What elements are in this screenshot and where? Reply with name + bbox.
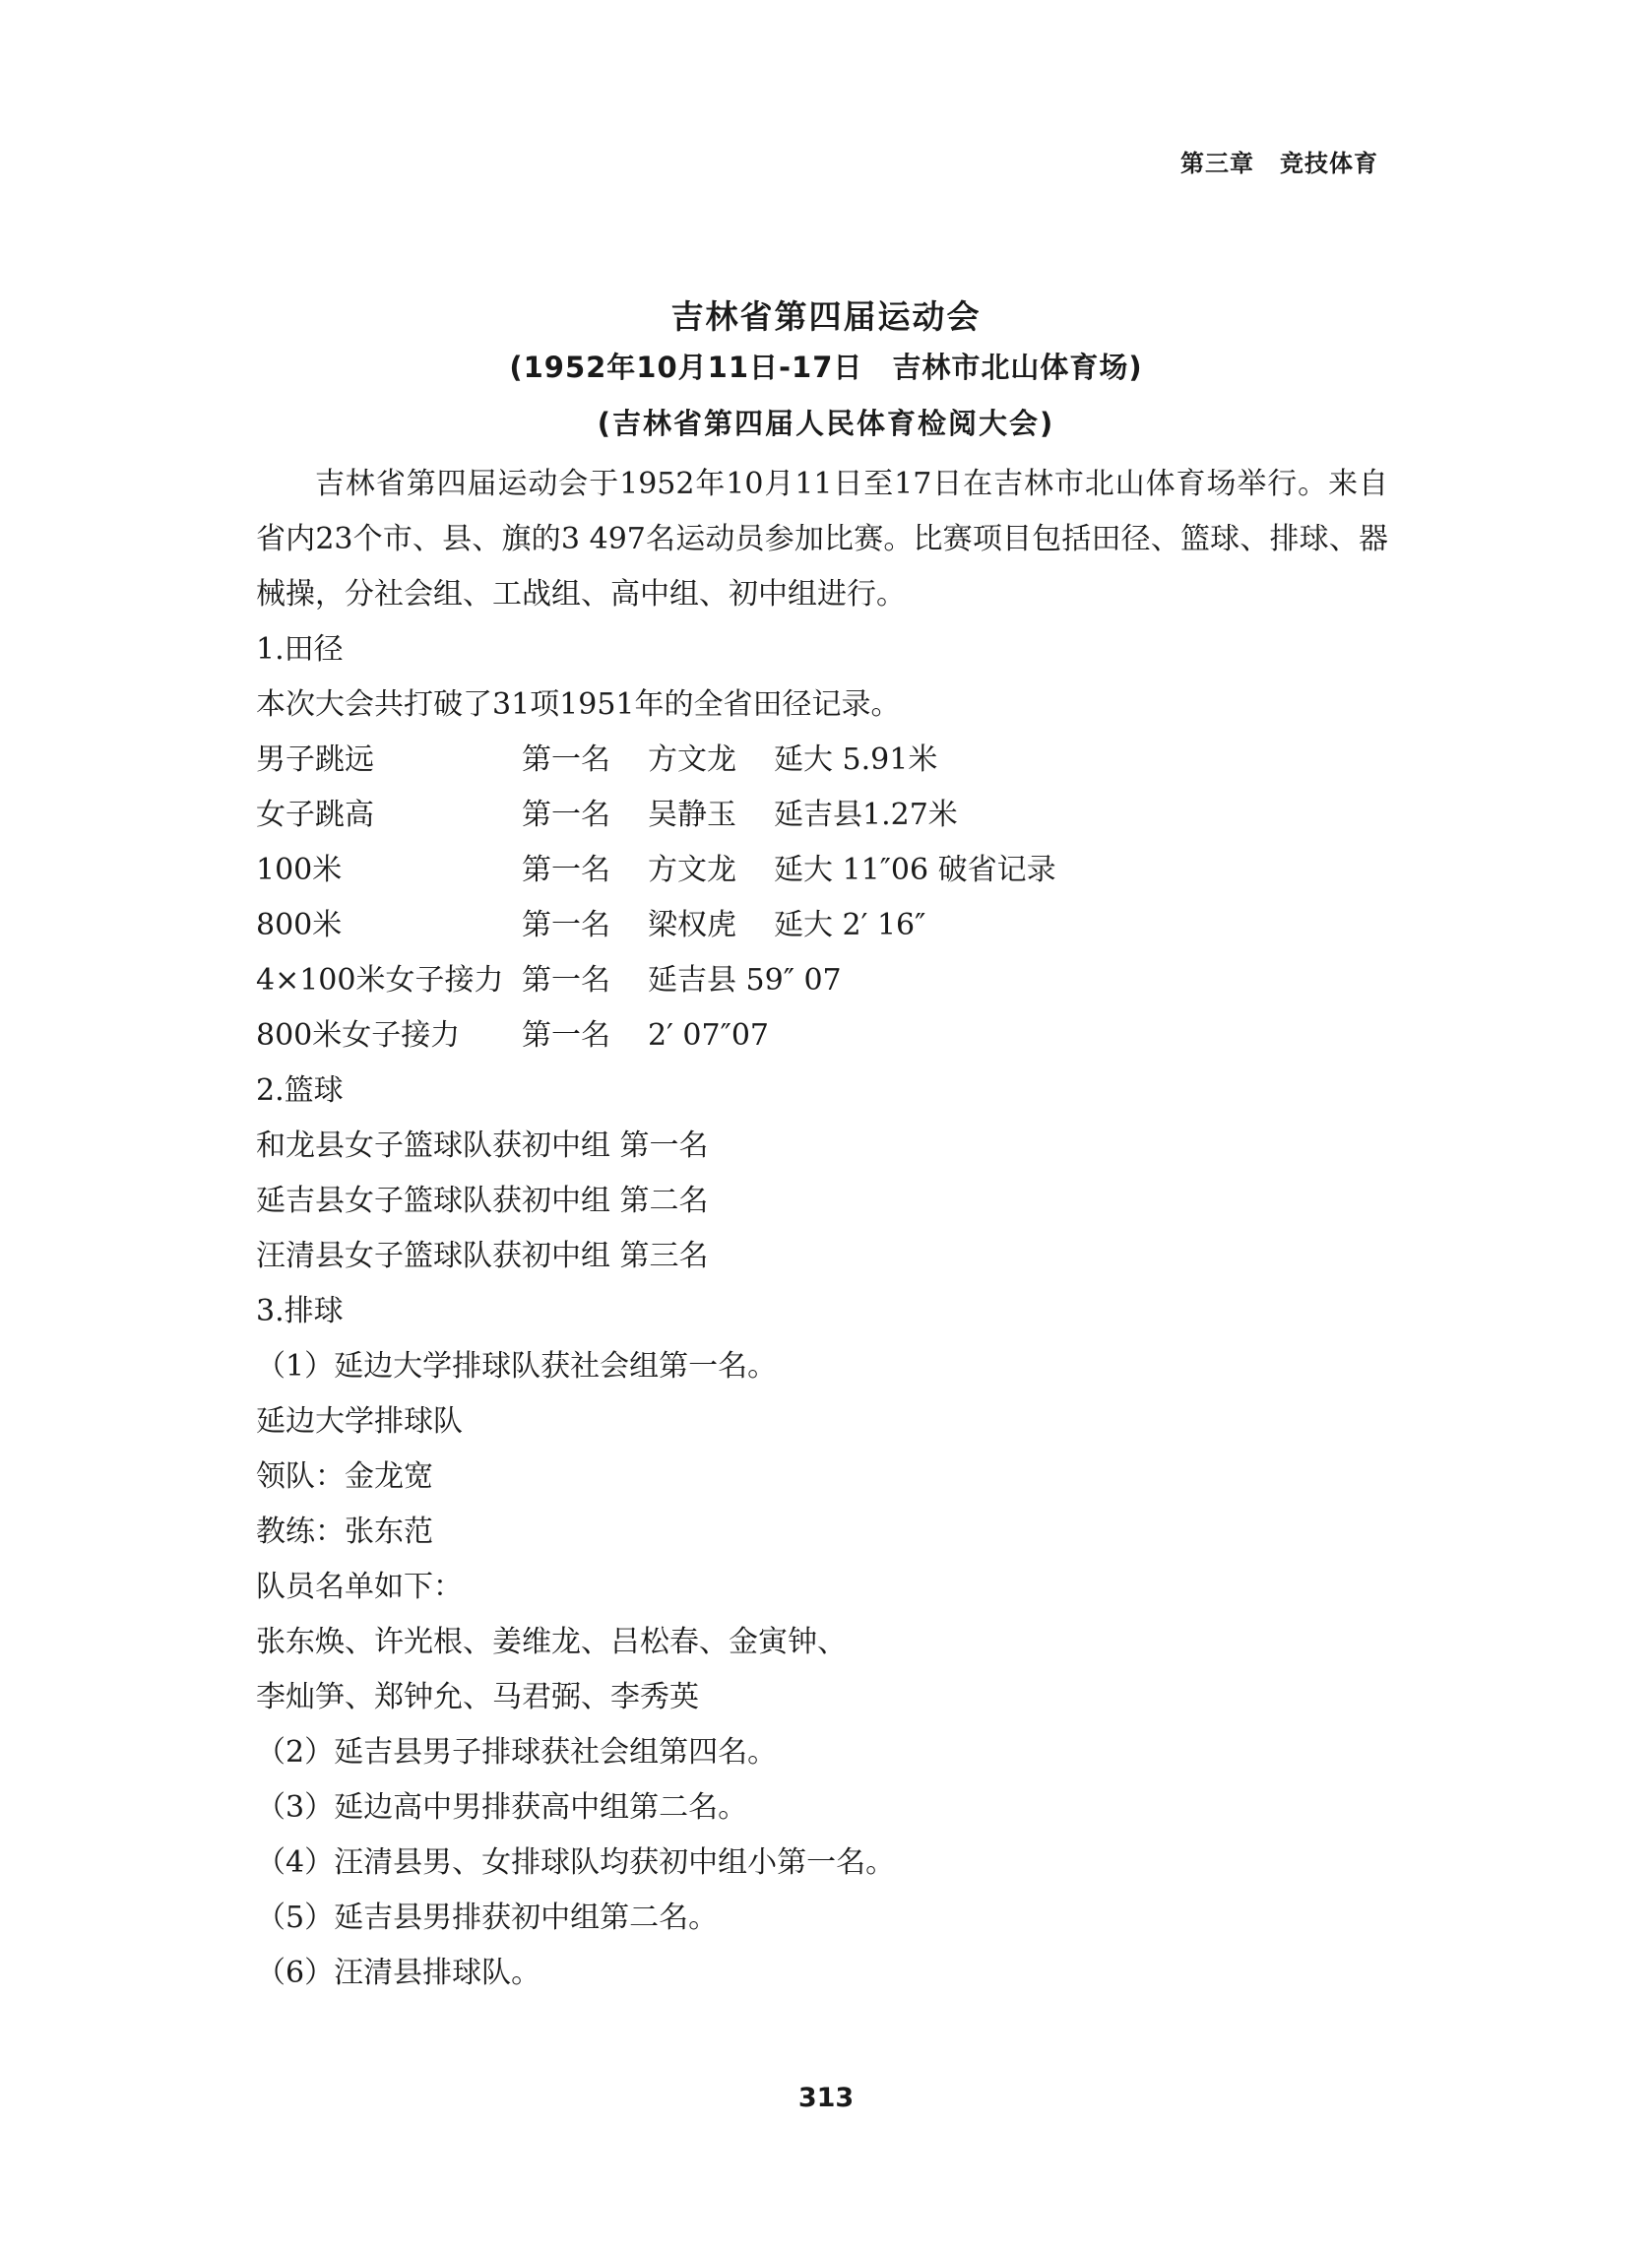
track-summary: 本次大会共打破了31项1951年的全省田径记录。 bbox=[256, 687, 901, 722]
record-athlete: 吴静玉 bbox=[648, 798, 736, 832]
page-subtitle-alt-name: (吉林省第四届人民体育检阅大会) bbox=[597, 407, 1055, 440]
record-detail: 延大 11″06 破省记录 bbox=[774, 853, 1056, 887]
record-row bbox=[256, 953, 1388, 1008]
volleyball-item: （2）延吉县男子排球获社会组第四名。 bbox=[256, 1735, 778, 1770]
basketball-result: 延吉县女子篮球队获初中组 第二名 bbox=[256, 1184, 709, 1218]
record-athlete: 梁权虎 bbox=[648, 908, 736, 942]
record-event: 800米女子接力 bbox=[256, 1018, 461, 1053]
record-detail: 延大 5.91米 bbox=[774, 742, 938, 777]
basketball-result: 和龙县女子篮球队获初中组 第一名 bbox=[256, 1128, 709, 1163]
page-title: 吉林省第四届运动会 bbox=[670, 297, 982, 336]
volleyball-roster-label: 队员名单如下： bbox=[256, 1570, 463, 1604]
record-event: 4×100米女子接力 bbox=[256, 963, 504, 998]
volleyball-roster: 张东焕、许光根、姜维龙、吕松春、金寅钟、 bbox=[256, 1625, 847, 1659]
track-heading: 1.田径 bbox=[256, 632, 344, 667]
page-number: 313 bbox=[797, 2083, 855, 2113]
basketball-result: 汪清县女子篮球队获初中组 第三名 bbox=[256, 1239, 709, 1273]
chapter-label: 第三章 bbox=[1180, 150, 1254, 177]
record-row bbox=[256, 1008, 1388, 1064]
record-row bbox=[256, 733, 1388, 788]
record-event: 女子跳高 bbox=[256, 798, 374, 832]
record-rank: 第一名 bbox=[522, 908, 610, 942]
basketball-heading: 2.篮球 bbox=[256, 1073, 344, 1108]
volleyball-item: （4）汪清县男、女排球队均获初中组小第一名。 bbox=[256, 1845, 896, 1880]
volleyball-item: （3）延边高中男排获高中组第二名。 bbox=[256, 1790, 748, 1825]
volleyball-team-name: 延边大学排球队 bbox=[256, 1404, 463, 1439]
record-rank: 第一名 bbox=[522, 798, 610, 832]
volleyball-heading: 3.排球 bbox=[256, 1294, 344, 1328]
volleyball-roster: 李灿笋、郑钟允、马君弼、李秀英 bbox=[256, 1680, 699, 1714]
running-header bbox=[1180, 144, 1378, 178]
record-detail: 延吉县1.27米 bbox=[774, 798, 958, 832]
record-rank: 第一名 bbox=[522, 1018, 610, 1053]
record-detail: 延大 2′ 16″ bbox=[774, 908, 926, 942]
record-athlete: 方文龙 bbox=[648, 742, 736, 777]
record-result: 延吉县 59″ 07 bbox=[648, 963, 842, 998]
body-text bbox=[256, 457, 1388, 2001]
record-row bbox=[256, 788, 1388, 843]
record-event: 800米 bbox=[256, 908, 343, 942]
record-rank: 第一名 bbox=[522, 853, 610, 887]
record-rank: 第一名 bbox=[522, 742, 610, 777]
intro-paragraph: 吉林省第四届运动会于1952年10月11日至17日在吉林市北山体育场举行。来自省内23个市、县、旗的3 497名运动员参加比赛。比赛项目包括田径、篮球、排球、器械操，分社会组、工战组、高中组、初中组进行。 bbox=[256, 467, 1388, 612]
section-label: 竞技体育 bbox=[1280, 150, 1378, 177]
volleyball-item: （1）延边大学排球队获社会组第一名。 bbox=[256, 1349, 778, 1384]
volleyball-item: （5）延吉县男排获初中组第二名。 bbox=[256, 1901, 719, 1935]
volleyball-item: （6）汪清县排球队。 bbox=[256, 1956, 541, 1990]
record-row bbox=[256, 898, 1388, 953]
volleyball-coach: 教练：张东范 bbox=[256, 1515, 433, 1549]
volleyball-leader: 领队：金龙宽 bbox=[256, 1459, 433, 1494]
record-event: 男子跳远 bbox=[256, 742, 374, 777]
record-row bbox=[256, 843, 1388, 898]
record-athlete: 方文龙 bbox=[648, 853, 736, 887]
record-result: 2′ 07″07 bbox=[648, 1018, 769, 1053]
record-event: 100米 bbox=[256, 853, 343, 887]
page-subtitle: (1952年10月11日-17日 吉林市北山体育场) bbox=[509, 351, 1143, 384]
record-rank: 第一名 bbox=[522, 963, 610, 998]
